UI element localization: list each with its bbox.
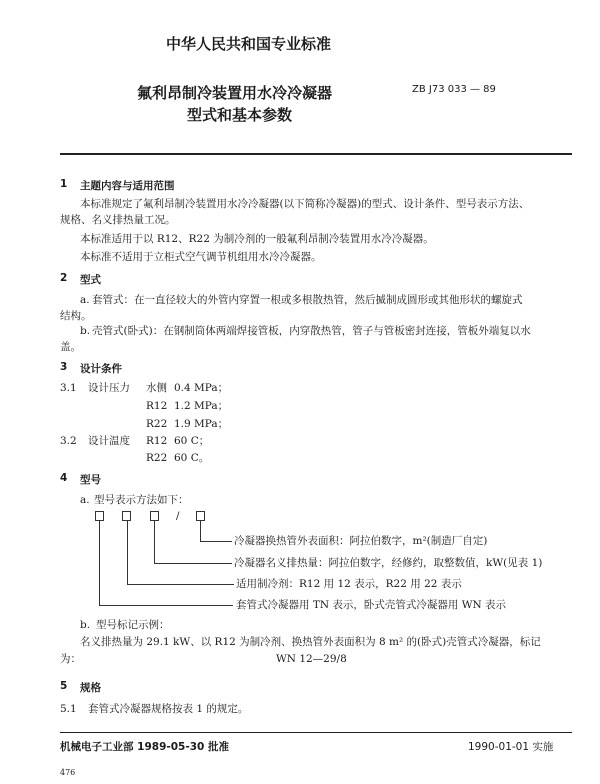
leader-line-area-v xyxy=(200,521,201,542)
pressure-row-value: 0.4 MPa； xyxy=(174,382,229,394)
designation-box-heat-rejection xyxy=(150,511,159,521)
designation-box-refrigerant xyxy=(122,511,131,521)
section-3-1-label: 设计压力 xyxy=(88,382,130,394)
designation-box-area xyxy=(196,511,205,521)
leader-line-refrigerant-h xyxy=(127,584,234,585)
section-5-title: 规格 xyxy=(80,682,101,694)
section-4-b-label: b. xyxy=(80,619,91,631)
section-3-2-number: 3.2 xyxy=(60,435,77,447)
pressure-row-name: R12 xyxy=(146,400,168,412)
designation-slash: / xyxy=(176,510,180,522)
section-3-number: 3 xyxy=(60,361,68,373)
section-2-a-line2: 结构。 xyxy=(60,310,92,322)
temperature-row-name: R22 xyxy=(146,452,168,464)
section-5-number: 5 xyxy=(60,680,68,692)
section-1-para1-line1: 本标准规定了氟利昂制冷装置用水冷冷凝器(以下简称冷凝器)的型式、设计条件、型号表示方法、 xyxy=(80,198,530,210)
section-1-title: 主题内容与适用范围 xyxy=(80,180,175,192)
section-4-number: 4 xyxy=(60,472,68,484)
temperature-row-value: 60 C。 xyxy=(174,452,210,464)
section-2-a-label: a. xyxy=(80,294,90,306)
section-2-b-line2: 盖。 xyxy=(60,341,81,353)
section-4-a-label: a. xyxy=(80,494,90,506)
section-4-a-text: 型号表示方法如下： xyxy=(94,494,189,506)
section-1-para1-line2: 规格、名义排热量工况。 xyxy=(60,214,176,226)
pressure-row-value: 1.2 MPa； xyxy=(174,400,229,412)
document-title-line1: 氟利昂制冷装置用水冷冷凝器 xyxy=(137,84,333,102)
leader-line-type-h xyxy=(99,605,233,606)
leader-line-refrigerant-v xyxy=(127,521,128,585)
approval-statement: 机械电子工业部 1989-05-30 批准 xyxy=(60,741,229,753)
document-title-line2: 型式和基本参数 xyxy=(187,106,293,124)
leader-line-type-v xyxy=(99,521,100,606)
leader-line-area-h xyxy=(200,541,232,542)
designation-refrigerant-desc: 适用制冷剂：R12 用 12 表示，R22 用 22 表示 xyxy=(236,578,462,590)
implementation-date: 1990-01-01 实施 xyxy=(468,741,554,753)
pressure-row-name: 水侧 xyxy=(146,382,167,394)
section-1-number: 1 xyxy=(60,178,68,190)
section-3-title: 设计条件 xyxy=(80,363,122,375)
example-line1: 名义排热量为 29.1 kW、以 R12 为制冷剂、换热管外表面积为 8 m² 的(卧式)壳管式冷凝器，标记 xyxy=(80,636,541,648)
example-line2: 为： xyxy=(60,653,81,665)
section-2-number: 2 xyxy=(60,272,68,284)
temperature-row-value: 60 C； xyxy=(174,435,210,447)
section-1-para3: 本标准不适用于立柜式空气调节机组用水冷冷凝器。 xyxy=(80,251,322,263)
standard-code: ZB J73 033 — 89 xyxy=(412,84,496,95)
section-3-1-number: 3.1 xyxy=(60,382,77,394)
leader-line-heat-h xyxy=(154,563,232,564)
example-model-code: WN 12—29/8 xyxy=(276,653,347,665)
bottom-rule xyxy=(60,732,572,733)
pressure-row-value: 1.9 MPa； xyxy=(174,418,229,430)
section-2-title: 型式 xyxy=(80,274,101,286)
section-2-b-label: b. xyxy=(80,325,91,337)
page-number: 476 xyxy=(60,768,76,777)
pressure-row-name: R22 xyxy=(146,418,168,430)
designation-type-desc: 套管式冷凝器用 TN 表示，卧式壳管式冷凝器用 WN 表示 xyxy=(236,599,507,611)
designation-area-desc: 冷凝器换热管外表面积：阿拉伯数字，m²(制造厂自定) xyxy=(234,535,488,547)
section-4-b-text: 型号标记示例： xyxy=(96,619,170,631)
section-5-1-number: 5.1 xyxy=(60,703,77,715)
temperature-row-name: R12 xyxy=(146,435,168,447)
section-2-b-line1: 壳管式(卧式)：在钢制筒体两端焊接管板，内穿散热管，管子与管板密封连接，管板外端复以水 xyxy=(92,325,531,337)
section-2-a-line1: 套管式：在一直径较大的外管内穿置一根或多根散热管，然后揻制成圆形或其他形状的螺旋式 xyxy=(92,294,523,306)
leader-line-heat-v xyxy=(154,521,155,564)
section-1-para2: 本标准适用于以 R12、R22 为制冷剂的一般氟利昂制冷装置用水冷冷凝器。 xyxy=(80,233,434,245)
section-5-1-text: 套管式冷凝器规格按表 1 的规定。 xyxy=(88,703,249,715)
designation-box-type xyxy=(95,511,104,521)
section-4-title: 型号 xyxy=(80,474,101,486)
section-3-2-label: 设计温度 xyxy=(88,435,130,447)
designation-heat-desc: 冷凝器名义排热量：阿拉伯数字，经修约，取整数值，kW(见表 1) xyxy=(234,557,543,569)
top-rule xyxy=(60,153,572,155)
publisher-heading: 中华人民共和国专业标准 xyxy=(166,35,332,53)
